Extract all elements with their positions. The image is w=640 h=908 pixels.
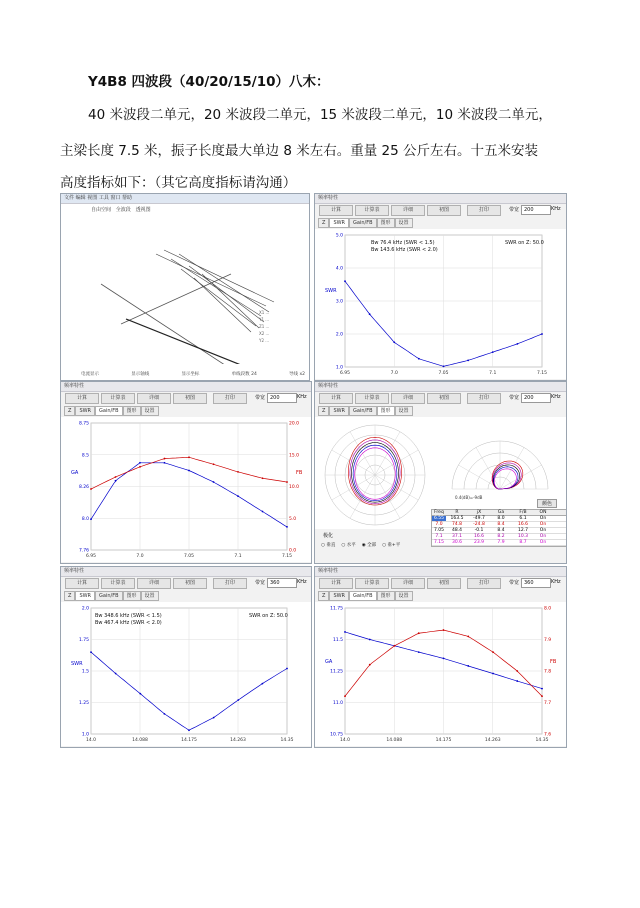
gain40-point-GA [139,462,141,464]
swr20-point-SWR [163,713,165,715]
gain40-tab-z[interactable]: Z [64,406,75,416]
radio-icon: ◉ [361,543,368,548]
gain40-bw-label: 带宽 [255,395,266,401]
swr40-ytick-left: 4.0 [335,266,343,272]
gain20-bw-label: 带宽 [509,580,520,586]
gain20-xtick: 14.263 [484,738,501,743]
swr40-tab-gainfb[interactable]: Gain/FB [349,218,377,228]
gain40-khz-label: KHz [297,394,307,400]
pat40-pol-option-3[interactable] [382,542,400,548]
doc-line-2: 主梁长度 7.5 米，振子长度最大单边 8 米左右。重量 25 公斤左右。十五米安装 [60,143,538,159]
swr20-tab-z[interactable]: Z [64,591,75,601]
gain40-btn-0[interactable]: 计算 [65,393,99,404]
gain-20m-window [314,566,567,748]
svg-text:X2 ...: X2 ... [259,331,270,336]
swr20-tabs [64,591,159,600]
pat40-btn-3[interactable]: 初图 [427,393,461,404]
pat40-td: 7.15 [433,540,445,545]
swr20-btn-0[interactable]: 计算 [65,578,99,589]
swr40-xtick: 7.15 [536,371,548,376]
swr20-btn-1[interactable]: 计算表 [101,578,135,589]
svg-text:Z1 ...: Z1 ... [259,324,270,329]
swr40-xtick: 7.0 [390,371,398,376]
swr20-ytick-left: 1.5 [81,669,89,675]
swr40-point-SWR [418,358,420,360]
gain40-btn-3[interactable]: 初图 [173,393,207,404]
gain40-xtick: 6.95 [85,554,97,559]
gain20-btn-4[interactable]: 打印 [467,578,501,589]
swr20-xtick: 14.175 [181,738,197,743]
gain20-point-GA [443,658,445,660]
pat40-td: 37.1 [451,534,463,539]
swr20-xtick: 14.263 [230,738,246,743]
gain20-bw-select[interactable]: 360 [521,578,551,588]
gain20-point-GA [467,665,469,667]
pat40-tab-setting[interactable]: 设置 [395,406,413,416]
swr40-bw-select[interactable]: 200 [521,205,551,215]
pat40-th: ON [539,510,547,515]
pat40-td: 6.55 [433,516,445,521]
gain40-ylabel-right: FB [296,470,303,476]
gain20-xtick: 14.088 [386,738,403,743]
swr40-btn-0[interactable]: 计算 [319,205,353,216]
pat40-tab-z[interactable]: Z [318,406,329,416]
gain40-point-FB [286,481,288,483]
gain20-point-GA [369,639,371,641]
swr20-ytick-left: 1.0 [81,732,89,738]
pat40-td: 10.3 [517,534,529,539]
swr20-xtick: 14.35 [280,738,294,743]
swr40-point-SWR [393,341,395,343]
svg-text:Y1 ...: Y1 ... [259,317,270,322]
pat40-th: Ga [497,510,505,515]
pat40-th: jX [476,510,482,515]
gain20-khz-label: KHz [551,579,561,585]
pat40-td: 8.7 [519,540,527,545]
gain40-point-FB [139,466,141,468]
gain20-btn-0[interactable]: 计算 [319,578,353,589]
pat40-td: 7.0 [435,522,443,527]
gain20-ytick-right: 7.6 [544,732,552,738]
pat40-th: Freq [434,510,444,515]
gain20-ytick-left: 11.25 [330,669,343,675]
gain20-point-GA [516,680,518,682]
swr20-bw-label: 带宽 [255,580,266,586]
gain40-ytick-left: 8.5 [81,453,89,459]
swr40-btn-3[interactable]: 初图 [427,205,461,216]
pat40-td: 30.6 [451,540,463,545]
swr20-point-SWR [115,673,117,675]
gain40-point-GA [188,470,190,472]
pat40-btn-0[interactable]: 计算 [319,393,353,404]
pat40-marker: 0.4(dB)=-9dB [455,495,483,500]
pat40-td: On [539,516,547,521]
antenna-view-window [60,193,310,381]
gain20-tabs [318,591,413,600]
gain40-ytick-right: 5.0 [289,516,297,522]
swr20-note-1: Bw 348.6 kHz (SWR < 1.5) [95,613,162,619]
pat40-td: 23.9 [473,540,485,545]
swr40-xtick: 6.95 [339,371,351,376]
gain20-point-GA [418,651,420,653]
pat40-btn-1[interactable]: 计算表 [355,393,389,404]
gain20-ytick-right: 8.0 [544,606,552,612]
swr20-titlebar: 频率特性 [61,567,311,577]
pat40-btn-2[interactable]: 详细 [391,393,425,404]
swr20-tab-gainfb[interactable]: Gain/FB [95,591,123,601]
gain40-xtick: 7.05 [183,554,195,559]
pat40-pol-option-0[interactable] [321,542,335,548]
swr20-point-SWR [213,717,215,719]
antenna-view-titlebar [61,194,309,204]
gain20-xtick: 14.35 [535,738,549,743]
swr40-xtick: 7.1 [489,371,497,376]
pat40-pol-option-label: 垂直 [326,543,336,548]
menu-edit[interactable]: 编辑 [75,195,86,201]
swr40-point-SWR [541,333,543,335]
swr40-bw-label: 带宽 [509,207,520,213]
pat40-pol-option-label: 水平 [346,543,356,548]
pat40-bw-select[interactable]: 200 [521,393,551,403]
gain40-tab-pattern[interactable]: 图形 [123,406,141,416]
swr20-tab-swr[interactable]: SWR [75,591,95,601]
gain20-tab-gainfb[interactable]: Gain/FB [349,591,377,601]
pat40-td: 163.5 [450,516,464,521]
pat40-td: On [539,528,547,533]
pat40-td: On [539,522,547,527]
pat40-titlebar: 频率特性 [315,382,566,392]
radio-icon: ○ [321,543,327,548]
gain40-ytick-right: 10.0 [289,485,300,490]
doc-line-3: 高度指标如下：（其它高度指标请沟通） [60,175,297,191]
gain40-xtick: 7.15 [281,554,293,559]
gain40-btn-4[interactable]: 打印 [213,393,247,404]
swr40-btn-1[interactable]: 计算表 [355,205,389,216]
pat40-td: 74.8 [451,522,463,527]
gain40-ytick-right: 15.0 [289,453,300,459]
gain40-point-GA [237,495,239,497]
gain40-point-FB [115,476,117,478]
gain40-point-FB [90,488,92,490]
gain40-ylabel-left: GA [71,470,79,476]
gain20-ytick-right: 7.7 [544,701,552,706]
swr40-note-1: Bw 76.4 kHz (SWR < 1.5) [371,240,435,246]
swr40-tab-swr[interactable]: SWR [329,218,349,228]
pat40-td: On [539,534,547,539]
gain20-tab-setting[interactable]: 设置 [395,591,413,601]
gain20-xtick: 14.175 [435,738,452,743]
swr20-point-SWR [237,699,239,701]
pat40-td: 7.05 [433,528,445,533]
gain40-ytick-right: 20.0 [289,421,300,427]
gain40-point-GA [115,480,117,482]
swr20-ylabel: SWR [71,661,83,667]
swr20-bw-select[interactable]: 360 [267,578,297,588]
gain40-tab-swr[interactable]: SWR [75,406,95,416]
swr20-note-2: Bw 467.4 kHz (SWR < 2.0) [95,620,162,626]
gain20-point-FB [418,632,420,634]
swr40-btn-2[interactable]: 详细 [391,205,425,216]
gain20-ytick-left: 10.75 [330,732,343,738]
swr40-tabs [318,218,413,227]
swr20-btn-2[interactable]: 详细 [137,578,171,589]
pat40-color-button[interactable]: 颜色 [537,499,557,508]
doc-line-1: 40 米波段二单元，20 米波段二单元，15 米波段二单元，10 米波段二单元， [88,107,552,123]
swr-40m-window [314,193,567,381]
radio-icon: ○ [382,543,388,548]
swr40-point-SWR [516,343,518,345]
swr20-point-SWR [90,651,92,653]
pat40-pol-label: 极化 [323,533,334,539]
pat40-tabs [318,406,413,415]
pat40-td: 16.6 [517,522,529,527]
swr40-point-SWR [369,313,371,315]
pat40-td: 48.4 [451,528,463,533]
gain40-ytick-left: 8.0 [81,516,89,522]
pat40-el-spoke [476,447,500,489]
pat40-td: 12.7 [517,528,529,533]
gain40-point-FB [262,477,264,479]
pat40-pol-option-label: 全部 [367,543,377,548]
gain-40m-window [60,381,312,564]
menu-help[interactable]: 帮助 [122,195,133,201]
gain20-point-GA [492,673,494,675]
pat40-td: 7.1 [435,534,443,539]
swr20-point-SWR [188,729,190,731]
gain40-point-GA [213,481,215,483]
doc-title: Y4B8 四波段（40/20/15/10）八木： [88,74,330,90]
swr40-ylabel: SWR [325,288,337,294]
swr40-point-SWR [344,280,346,282]
swr20-btn-4[interactable]: 打印 [213,578,247,589]
antenna-view-info: 自由空间 全波段 透视图 [91,207,151,213]
pattern-40m-window [314,381,567,564]
swr20-xtick: 14.0 [85,738,97,743]
gain20-xtick: 14.0 [339,738,351,743]
gain40-ytick-left: 8.26 [78,485,89,490]
gain40-tabs [64,406,159,415]
pat40-khz-label: KHz [551,394,561,400]
gain20-point-FB [369,664,371,666]
swr40-plot [315,229,566,379]
swr40-ytick-left: 1.0 [335,365,343,371]
gain40-ytick-right: 0.0 [289,548,297,554]
swr40-tab-pattern[interactable]: 图形 [377,218,395,228]
gain20-ytick-left: 11.5 [332,638,343,643]
gain20-plot [315,602,566,746]
swr20-ref: SWR on Z: 50.0 [249,613,288,619]
pat40-tab-pattern[interactable]: 图形 [377,406,395,416]
pat40-pol-option-label: 垂+平 [387,543,401,548]
pat40-td: 6.1 [519,516,527,521]
gain20-point-GA [541,688,543,690]
gain40-titlebar: 频率特性 [61,382,311,392]
pat40-az-spoke [350,475,375,518]
swr20-point-SWR [286,668,288,670]
swr40-xtick: 7.05 [438,371,449,376]
pat40-bw-label: 带宽 [509,395,520,401]
pat40-az-spoke [375,475,400,518]
gain40-btn-2[interactable]: 详细 [137,393,171,404]
gain40-btn-1[interactable]: 计算表 [101,393,135,404]
gain40-point-GA [286,526,288,528]
gain20-point-FB [492,651,494,653]
swr-20m-window [60,566,312,748]
gain20-ylabel-left: GA [325,659,333,665]
pat40-table [431,509,567,547]
pat40-tab-gainfb[interactable]: Gain/FB [349,406,377,416]
swr20-point-SWR [139,693,141,695]
swr40-tab-z[interactable]: Z [318,218,329,228]
swr40-khz-label: KHz [551,206,561,212]
swr20-khz-label: KHz [297,579,307,585]
swr20-ytick-left: 1.75 [78,638,89,643]
gain20-point-FB [394,645,396,647]
gain40-point-GA [262,511,264,513]
gain20-ytick-right: 7.8 [544,669,552,675]
swr40-ref: SWR on Z: 50.0 [505,240,544,246]
menu-view[interactable]: 视图 [87,195,98,201]
gain20-tab-pattern[interactable]: 图形 [377,591,395,601]
gain20-tab-swr[interactable]: SWR [329,591,349,601]
gain40-point-GA [164,462,166,464]
pat40-pol-option-2[interactable] [362,542,376,548]
swr20-btn-3[interactable]: 初图 [173,578,207,589]
gain40-plot [61,417,311,562]
gain20-point-FB [467,635,469,637]
swr20-tab-setting[interactable]: 设置 [141,591,159,601]
gain40-ytick-left: 8.75 [78,421,89,427]
gain20-point-GA [344,631,346,633]
pat40-td: 8.4 [497,528,505,533]
gain40-xtick: 7.0 [136,554,144,559]
pat40-el-spoke [500,447,524,489]
antenna-3d-drawing[interactable] [61,214,310,364]
gain40-point-GA [90,518,92,520]
swr20-ytick-left: 1.25 [78,701,89,706]
pat40-td: 7.9 [497,540,505,545]
gain40-point-FB [164,458,166,460]
gain40-bw-select[interactable]: 200 [267,393,297,403]
swr40-tab-setting[interactable]: 设置 [395,218,413,228]
gain40-point-FB [188,456,190,458]
swr20-ytick-left: 2.0 [81,606,89,612]
gain20-ylabel-right: FB [550,659,557,665]
gain40-ytick-left: 7.76 [78,548,89,554]
gain20-ytick-right: 7.9 [544,638,552,643]
gain20-ytick-left: 11.0 [332,701,343,706]
gain40-point-FB [213,463,215,465]
pat40-td: 8.0 [497,516,505,521]
pat40-td: -0.1 [474,528,484,533]
pat40-th: R [455,510,459,515]
swr40-point-SWR [443,365,445,367]
gain20-titlebar: 频率特性 [315,567,566,577]
gain20-point-FB [516,670,518,672]
pat40-pol-options [321,542,400,548]
swr40-ytick-left: 3.0 [335,299,343,305]
swr40-ytick-left: 5.0 [335,233,343,239]
pat40-td: 16.6 [473,534,485,539]
gain20-btn-2[interactable]: 详细 [391,578,425,589]
svg-text:Y2 ...: Y2 ... [259,338,270,343]
swr20-xtick: 14.088 [132,738,148,743]
swr20-tab-pattern[interactable]: 图形 [123,591,141,601]
menu-file[interactable]: 文件 [64,195,75,201]
gain40-xtick: 7.1 [234,554,242,559]
pat40-td: -49.7 [473,516,485,521]
gain40-tab-setting[interactable]: 设置 [141,406,159,416]
gain40-point-FB [237,471,239,473]
gain20-point-FB [443,629,445,631]
pat40-tab-swr[interactable]: SWR [329,406,349,416]
antenna-view-footer: 电流显示 显示轴线 显示坐标 单线段数 24 导线 x2 [81,372,305,377]
pat40-pol-option-1[interactable] [341,542,355,548]
menu-window[interactable]: 窗口 [110,195,121,201]
swr40-btn-4[interactable]: 打印 [467,205,501,216]
gain20-point-FB [541,695,543,697]
pat40-td: 8.4 [497,522,505,527]
gain20-tab-z[interactable]: Z [318,591,329,601]
swr40-ytick-left: 2.0 [335,332,343,338]
swr40-point-SWR [492,351,494,353]
pat40-td: On [539,540,547,545]
pat40-btn-4[interactable]: 打印 [467,393,501,404]
menu-tools[interactable]: 工具 [98,195,109,201]
swr40-point-SWR [467,360,469,362]
swr40-note-2: Bw 143.6 kHz (SWR < 2.0) [371,247,438,253]
pat40-td: -24.8 [473,522,485,527]
swr40-titlebar: 频率特性 [315,194,566,204]
gain20-btn-1[interactable]: 计算表 [355,578,389,589]
gain20-point-FB [344,695,346,697]
gain40-tab-gainfb[interactable]: Gain/FB [95,406,123,416]
pat40-th: F/B [519,510,527,515]
swr20-point-SWR [261,683,263,685]
svg-text:X1 ...: X1 ... [259,310,270,315]
gain20-ytick-left: 11.75 [330,606,343,612]
radio-icon: ○ [341,543,347,548]
pat40-table-row[interactable] [432,540,566,546]
gain20-btn-3[interactable]: 初图 [427,578,461,589]
pat40-td: 8.2 [497,534,505,539]
